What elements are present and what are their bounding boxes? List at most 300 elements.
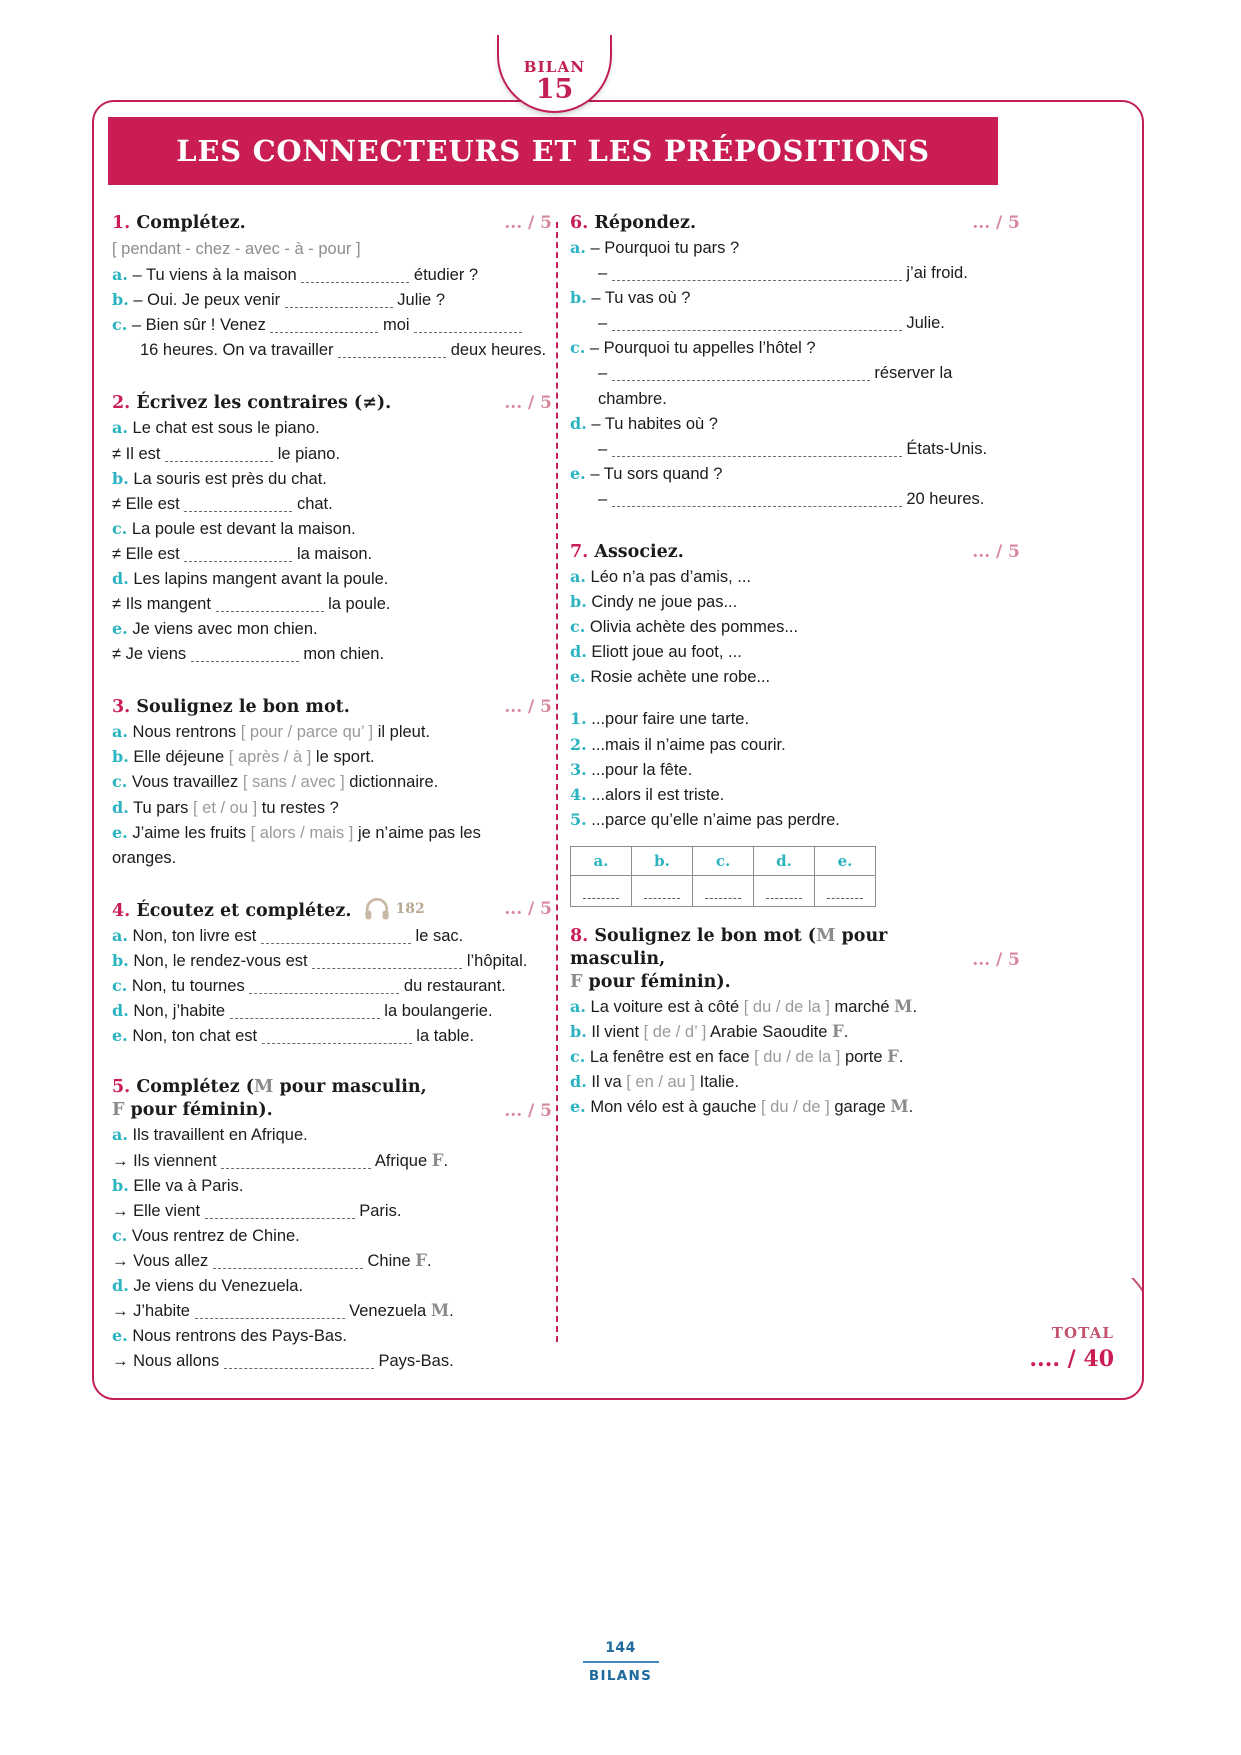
item-letter: c. (570, 1047, 586, 1067)
item-text: Non, ton chat est (132, 1027, 258, 1046)
item-text-after: garage (834, 1098, 886, 1117)
item-text: La souris est près du chat. (133, 469, 327, 488)
answer-blank[interactable] (184, 550, 292, 562)
exercise-4-item-c (112, 974, 552, 998)
exercise-2-heading (112, 392, 552, 415)
item-letter: a. (112, 1125, 128, 1145)
exercise-2-answer-a (112, 442, 552, 466)
item-text-after: la boulangerie. (384, 1002, 493, 1021)
exercise-2-prompt-b (112, 467, 552, 491)
answer-blank[interactable] (230, 1007, 380, 1019)
item-letter: d. (112, 797, 129, 817)
gender-mark: M (430, 1300, 450, 1320)
exercise-7-left-a (570, 565, 1020, 589)
spacer (570, 690, 1020, 706)
item-end: . (912, 998, 918, 1017)
item-end: . (898, 1048, 904, 1067)
dash: – (598, 439, 608, 458)
item-text: ≠ Je viens (112, 645, 187, 664)
exercise-5-prompt-a (112, 1123, 552, 1147)
item-number: 2. (570, 734, 587, 754)
gender-mark: M (890, 1097, 909, 1117)
exercise-4-score: ... / 5 (504, 898, 552, 919)
exercise-4-item-d (112, 999, 552, 1023)
option-group[interactable]: [ de / d’ ] (643, 1023, 707, 1042)
item-end: . (843, 1023, 849, 1042)
option-group[interactable]: [ pour / parce qu’ ] (240, 723, 374, 742)
item-letter: b. (570, 592, 587, 612)
item-text: ≠ Il est (112, 444, 161, 463)
item-letter: c. (112, 976, 128, 996)
exercise-1-heading (112, 212, 552, 235)
exercise-8-title-line2: pour féminin). (582, 972, 731, 993)
exercise-7-right-3 (570, 758, 1020, 782)
exercise-3-title: Soulignez le bon mot. (136, 697, 350, 718)
page-title-bar (108, 117, 998, 185)
exercise-7-title: Associez. (594, 541, 684, 562)
item-text: – Oui. Je peux venir (133, 291, 281, 310)
feminine-mark: F (112, 1100, 125, 1121)
exercise-4-item-e (112, 1024, 552, 1048)
item-letter: e. (570, 667, 586, 687)
exercise-6-question-a (570, 236, 1020, 260)
item-end: . (449, 1301, 454, 1320)
exercise-7-left-d (570, 640, 1020, 664)
item-text: Rosie achète une robe... (590, 668, 771, 687)
item-text-after: la maison. (296, 544, 373, 563)
answer-blank[interactable] (184, 500, 292, 512)
answer-blank[interactable] (612, 369, 870, 381)
item-letter: e. (570, 463, 586, 483)
exercise-5-title-line2: pour féminin). (124, 1100, 273, 1121)
item-text-after: Arabie Saoudite (710, 1023, 828, 1042)
item-text-after: le sac. (415, 926, 464, 945)
item-text: chambre. (598, 389, 667, 408)
headphone-icon (364, 898, 390, 920)
item-text-after: tu restes ? (261, 798, 339, 817)
exercise-7-left-c (570, 615, 1020, 639)
exercise-6-question-b (570, 286, 1020, 310)
answer-blank[interactable] (191, 650, 299, 662)
item-text: Le chat est sous le piano. (132, 419, 320, 438)
exercise-8-heading (570, 925, 1020, 994)
item-text: ≠ Elle est (112, 494, 180, 513)
audio-track-number: 182 (395, 900, 425, 917)
total-label: TOTAL (1051, 1324, 1114, 1342)
item-letter: b. (112, 290, 129, 310)
footer-divider (583, 1661, 659, 1663)
item-text: Léo n’a pas d’amis, ... (590, 568, 752, 587)
exercise-5-prompt-e (112, 1324, 552, 1348)
item-text-after: le piano. (277, 444, 341, 463)
table-cell-a[interactable] (571, 875, 632, 906)
exercise-2-answer-d (112, 592, 552, 616)
exercise-2-answer-c (112, 542, 552, 566)
exercise-7-left-e (570, 665, 1020, 689)
item-text: Ils travaillent en Afrique. (132, 1126, 308, 1145)
item-text-after: du restaurant. (403, 977, 506, 996)
answer-blank[interactable] (301, 271, 409, 283)
item-text: Non, tu tournes (131, 977, 245, 996)
exercise-1 (112, 212, 552, 362)
dash: – (598, 264, 608, 283)
bilan-badge (497, 35, 612, 113)
exercise-7-left-b (570, 590, 1020, 614)
exercise-3-item-a (112, 720, 552, 744)
exercise-8-item-a (570, 995, 1020, 1019)
item-text-after: Paris. (359, 1201, 402, 1220)
item-text-after: il pleut. (377, 723, 431, 742)
exercise-2-answer-b (112, 492, 552, 516)
exercise-1-title: Complétez. (136, 213, 246, 233)
item-text: → Nous allons (112, 1352, 220, 1371)
exercise-2-answer-e (112, 642, 552, 666)
answer-blank[interactable] (612, 319, 902, 331)
item-text: Les lapins mangent avant la poule. (133, 569, 389, 588)
exercise-3-item-c (112, 770, 552, 794)
item-text: – Tu vas où ? (591, 289, 691, 308)
exercise-2-title: Écrivez les contraires (≠). (136, 393, 392, 414)
table-cell-e[interactable] (815, 875, 876, 906)
item-letter: d. (112, 1275, 129, 1295)
item-letter: a. (570, 997, 586, 1017)
answer-blank[interactable] (205, 1207, 355, 1219)
item-text: Il va (591, 1073, 622, 1092)
item-text: Elle déjeune (133, 748, 225, 767)
answer-blank[interactable] (195, 1307, 345, 1319)
table-header-c: c. (693, 846, 754, 875)
answer-blank[interactable] (414, 321, 522, 333)
item-text-after: Venezuela (349, 1301, 427, 1320)
item-text-mid: moi (383, 316, 410, 335)
exercise-6-question-c (570, 336, 1020, 360)
item-letter: b. (570, 1022, 587, 1042)
item-text: ...pour la fête. (591, 760, 693, 779)
item-text-after: Chine (367, 1251, 411, 1270)
exercise-7-heading (570, 541, 1020, 564)
exercise-2 (112, 392, 552, 666)
item-text-after: l’hôpital. (466, 951, 528, 970)
option-group[interactable]: [ en / au ] (626, 1073, 696, 1092)
exercise-1-item-a (112, 263, 552, 287)
answer-blank[interactable] (213, 1257, 363, 1269)
item-number: 1. (570, 709, 587, 729)
exercise-3-score: ... / 5 (504, 697, 552, 718)
masculine-mark: M (816, 925, 836, 946)
item-letter: b. (112, 747, 129, 767)
exercise-6 (570, 212, 1020, 511)
item-text-after: la poule. (328, 594, 391, 613)
item-number: 3. (570, 759, 587, 779)
item-text: Nous rentrons des Pays-Bas. (132, 1327, 347, 1346)
exercise-3-item-e (112, 821, 552, 845)
exercise-4-item-a (112, 924, 552, 948)
answer-blank[interactable] (612, 445, 902, 457)
item-text: – Pourquoi tu pars ? (590, 239, 740, 258)
exercise-5-prompt-d (112, 1274, 552, 1298)
item-text-after: le sport. (315, 748, 375, 767)
exercise-1-score: ... / 5 (504, 213, 552, 233)
gender-mark: F (832, 1022, 844, 1042)
item-letter: a. (112, 722, 128, 742)
exercise-5-answer-b (112, 1199, 552, 1223)
gender-mark: M (894, 997, 913, 1017)
item-letter: c. (112, 772, 128, 792)
table-cell-b[interactable] (632, 875, 693, 906)
exercise-5-title-part2: pour masculin, (273, 1077, 427, 1098)
exercise-4-title: Écoutez et complétez. (136, 900, 352, 921)
exercise-8 (570, 925, 1020, 1120)
exercise-6-number: 6. (570, 213, 589, 233)
exercise-4-number: 4. (112, 900, 131, 921)
answer-blank[interactable] (216, 600, 324, 612)
item-letter: d. (570, 413, 587, 433)
exercise-2-prompt-d (112, 567, 552, 591)
item-text: ...alors il est triste. (591, 785, 725, 804)
exercise-6-answer-a (570, 261, 1020, 285)
exercise-8-number: 8. (570, 925, 589, 946)
item-text: → J’habite (112, 1301, 190, 1320)
exercise-6-question-d (570, 412, 1020, 436)
item-letter: b. (112, 950, 129, 970)
answer-blank[interactable] (338, 346, 446, 358)
exercise-8-item-e (570, 1095, 1020, 1119)
exercise-2-prompt-a (112, 416, 552, 440)
exercise-5-answer-e (112, 1349, 552, 1373)
option-group[interactable]: [ et / ou ] (192, 798, 258, 817)
item-letter: b. (112, 468, 129, 488)
item-letter: e. (112, 1026, 128, 1046)
item-letter: c. (570, 617, 586, 637)
table-cell-c[interactable] (693, 875, 754, 906)
answer-blank[interactable] (612, 269, 902, 281)
exercise-7-score: ... / 5 (972, 541, 1020, 562)
item-letter: b. (112, 1175, 129, 1195)
item-text: – Pourquoi tu appelles l’hôtel ? (589, 339, 816, 358)
table-header-d: d. (754, 846, 815, 875)
exercise-6-question-e (570, 462, 1020, 486)
answer-blank[interactable] (766, 888, 802, 899)
exercise-5-prompt-c (112, 1224, 552, 1248)
answer-blank[interactable] (583, 888, 619, 899)
exercise-1-item-b (112, 288, 552, 312)
item-text: Elle va à Paris. (133, 1176, 244, 1195)
item-letter: e. (112, 822, 128, 842)
item-text: Olivia achète des pommes... (589, 618, 799, 637)
exercise-1-number: 1. (112, 213, 131, 233)
item-text: Je viens avec mon chien. (132, 620, 318, 639)
audio-track-group[interactable] (364, 898, 425, 920)
dash: – (598, 314, 608, 333)
item-letter: c. (112, 1225, 128, 1245)
exercise-6-answer-b (570, 311, 1020, 335)
masculine-mark: M (254, 1077, 274, 1098)
right-column (570, 212, 1020, 1138)
item-letter: a. (112, 418, 128, 438)
exercise-2-prompt-e (112, 617, 552, 641)
exercise-5-answer-a (112, 1149, 552, 1173)
item-text-after: Pays-Bas. (378, 1352, 454, 1371)
feminine-mark: F (570, 972, 583, 993)
dash: – (598, 489, 608, 508)
item-letter: d. (570, 642, 587, 662)
item-text: Cindy ne joue pas... (591, 593, 738, 612)
answer-blank[interactable] (249, 982, 399, 994)
exercise-5 (112, 1076, 552, 1373)
item-text: Mon vélo est à gauche (590, 1098, 757, 1117)
item-text: – Bien sûr ! Venez (131, 316, 266, 335)
item-letter: d. (112, 1001, 129, 1021)
item-text: Tu pars (133, 798, 189, 817)
answer-blank[interactable] (221, 1157, 371, 1169)
exercise-8-item-b (570, 1020, 1020, 1044)
answer-blank[interactable] (262, 1032, 412, 1044)
exercise-8-item-c (570, 1045, 1020, 1069)
gender-mark: F (887, 1047, 899, 1067)
exercise-6-title: Répondez. (594, 213, 697, 233)
item-text-after: 20 heures. (906, 489, 985, 508)
exercise-8-item-d (570, 1070, 1020, 1094)
exercise-4-heading (112, 898, 552, 923)
item-text: – Tu habites où ? (591, 414, 718, 433)
item-text: → Elle vient (112, 1201, 201, 1220)
item-letter: b. (570, 288, 587, 308)
footer-section-name: BILANS (588, 1667, 653, 1684)
item-text-after: chat. (296, 494, 333, 513)
item-text: Non, j’habite (133, 1002, 226, 1021)
item-text-after: réserver la (874, 364, 953, 383)
item-text: La voiture est à côté (590, 998, 740, 1017)
option-group[interactable]: [ du / de la ] (743, 998, 830, 1017)
item-text: Je viens du Venezuela. (133, 1276, 304, 1295)
exercise-5-heading (112, 1076, 552, 1122)
answer-blank[interactable] (644, 888, 680, 899)
gender-mark: F (415, 1250, 427, 1270)
answer-blank[interactable] (827, 888, 863, 899)
item-text-after: deux heures. (450, 341, 547, 360)
option-group[interactable]: [ du / de la ] (754, 1048, 841, 1067)
exercise-7-right-2 (570, 733, 1020, 757)
item-text: ≠ Elle est (112, 544, 180, 563)
item-letter: a. (570, 567, 586, 587)
answer-blank[interactable] (270, 321, 378, 333)
item-letter: a. (112, 925, 128, 945)
item-text: ...pour faire une tarte. (591, 710, 750, 729)
table-header-b: b. (632, 846, 693, 875)
page-footer (0, 1640, 1241, 1684)
exercise-5-answer-c (112, 1249, 552, 1273)
answer-blank[interactable] (285, 296, 393, 308)
answer-blank[interactable] (312, 957, 462, 969)
exercise-6-score: ... / 5 (972, 213, 1020, 233)
item-text: Eliott joue au foot, ... (591, 643, 742, 662)
total-value: .... / 40 (1029, 1346, 1114, 1372)
exercise-7 (570, 541, 1020, 907)
item-letter: e. (112, 1326, 128, 1346)
item-letter: e. (570, 1097, 586, 1117)
answer-blank[interactable] (705, 888, 741, 899)
item-text-after: Afrique (374, 1151, 428, 1170)
exercise-3-item-d (112, 796, 552, 820)
item-text-after: je n’aime pas les (357, 823, 481, 842)
item-letter: a. (570, 238, 586, 258)
item-end: . (426, 1251, 432, 1270)
answer-blank[interactable] (612, 495, 902, 507)
item-letter: c. (112, 518, 128, 538)
exercise-5-answer-d (112, 1299, 552, 1323)
exercise-7-right-4 (570, 783, 1020, 807)
option-group[interactable]: [ alors / mais ] (250, 823, 354, 842)
item-text: – Tu sors quand ? (590, 464, 723, 483)
exercise-3-item-b (112, 745, 552, 769)
exercise-3 (112, 696, 552, 870)
option-group[interactable]: [ du / de ] (760, 1098, 830, 1117)
item-letter: d. (112, 568, 129, 588)
exercise-7-right-1 (570, 707, 1020, 731)
item-text-after: États-Unis. (906, 439, 988, 458)
item-text: 16 heures. On va travailler (140, 341, 334, 360)
exercise-6-heading (570, 212, 1020, 235)
left-column (112, 212, 552, 1391)
exercise-1-item-c-cont (112, 338, 552, 362)
dash: – (598, 364, 608, 383)
item-number: 5. (570, 809, 587, 829)
item-text: La fenêtre est en face (589, 1048, 750, 1067)
item-text-after: dictionnaire. (349, 773, 439, 792)
item-text: Il vient (591, 1023, 640, 1042)
item-text-after: Julie. (906, 314, 945, 333)
item-text: Vous rentrez de Chine. (131, 1226, 300, 1245)
exercise-4 (112, 898, 552, 1048)
item-text: Nous rentrons (132, 723, 237, 742)
exercise-2-prompt-c (112, 517, 552, 541)
item-text-after: la table. (416, 1027, 475, 1046)
exercise-8-score: ... / 5 (972, 949, 1020, 970)
exercise-2-number: 2. (112, 393, 131, 414)
item-letter: e. (112, 619, 128, 639)
answer-blank[interactable] (261, 932, 411, 944)
exercise-6-answer-e (570, 487, 1020, 511)
option-group[interactable]: [ après / à ] (228, 748, 312, 767)
exercise-5-title-part1: Complétez ( (136, 1077, 255, 1098)
answer-blank[interactable] (224, 1357, 374, 1369)
item-text: ≠ Ils mangent (112, 594, 211, 613)
exercise-2-score: ... / 5 (504, 393, 552, 414)
bilan-label: BILAN (523, 58, 586, 76)
exercise-7-right-5 (570, 808, 1020, 832)
item-text: Vous travaillez (131, 773, 239, 792)
item-number: 4. (570, 784, 587, 804)
item-text: J’aime les fruits (132, 823, 247, 842)
option-group[interactable]: [ sans / avec ] (242, 773, 345, 792)
exercise-6-answer-d (570, 437, 1020, 461)
exercise-6-answer-c-cont (570, 387, 1020, 411)
item-text: ...mais il n’aime pas courir. (591, 735, 786, 754)
item-text: ...parce qu’elle n’aime pas perdre. (591, 810, 840, 829)
item-letter: c. (112, 315, 128, 335)
item-text-after: mon chien. (303, 645, 385, 664)
table-header-a: a. (571, 846, 632, 875)
answer-blank[interactable] (165, 450, 273, 462)
item-text: → Vous allez (112, 1251, 209, 1270)
exercise-5-prompt-b (112, 1174, 552, 1198)
item-end: . (443, 1151, 449, 1170)
table-cell-d[interactable] (754, 875, 815, 906)
item-letter: a. (112, 265, 128, 285)
item-text: Non, le rendez-vous est (133, 951, 308, 970)
gender-mark: F (431, 1150, 444, 1170)
association-answer-table (570, 846, 876, 907)
